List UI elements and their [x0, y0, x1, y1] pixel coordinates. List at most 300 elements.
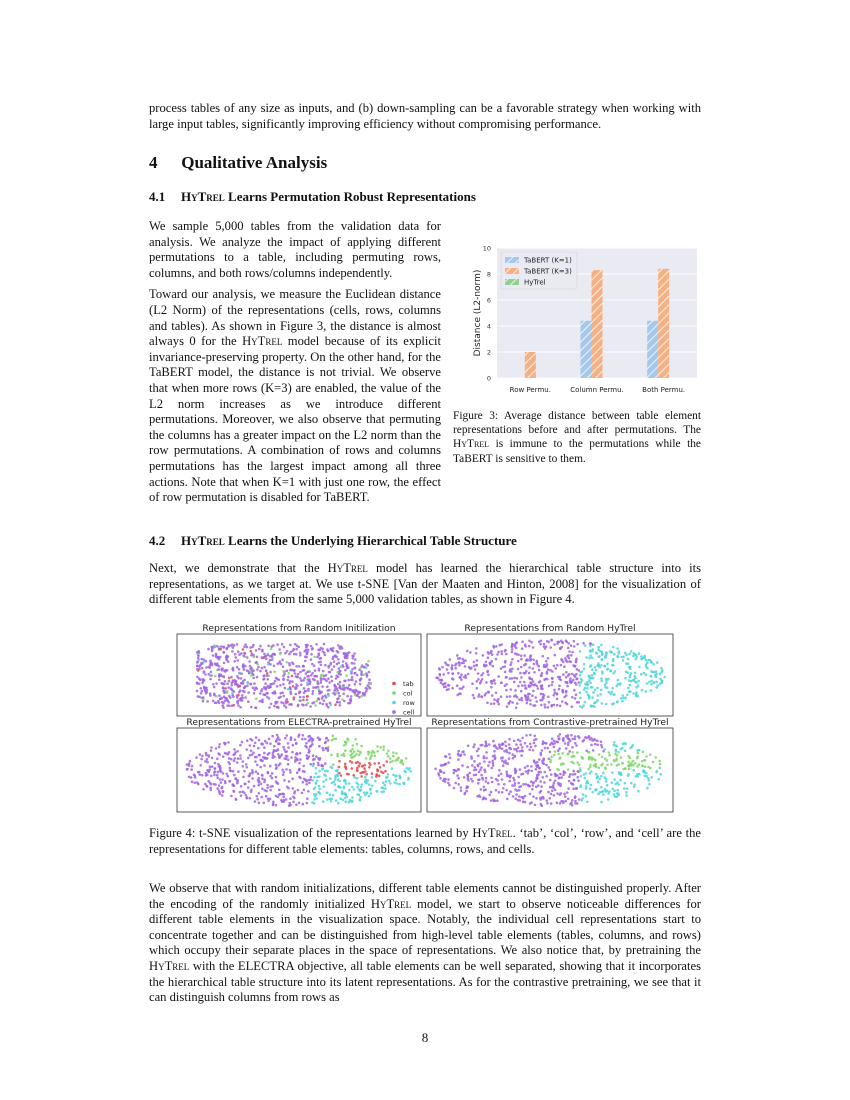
- scatter-point: [391, 767, 394, 770]
- scatter-point: [564, 795, 567, 798]
- scatter-point: [221, 701, 224, 704]
- scatter-point: [288, 780, 291, 783]
- scatter-point: [327, 739, 330, 742]
- scatter-point: [573, 645, 576, 648]
- scatter-point: [368, 783, 371, 786]
- scatter-point: [253, 692, 256, 695]
- scatter-point: [216, 758, 219, 761]
- scatter-point: [235, 798, 238, 801]
- scatter-point: [601, 670, 604, 673]
- scatter-point: [475, 652, 478, 655]
- scatter-point: [483, 786, 486, 789]
- scatter-point: [236, 666, 239, 669]
- scatter-point: [525, 770, 528, 773]
- scatter-point: [246, 766, 249, 769]
- scatter-point: [628, 768, 631, 771]
- scatter-point: [470, 667, 473, 670]
- scatter-point: [302, 679, 305, 682]
- scatter-point: [243, 770, 246, 773]
- scatter-point: [559, 794, 562, 797]
- scatter-point: [230, 795, 233, 798]
- scatter-point: [299, 671, 302, 674]
- scatter-point: [206, 758, 209, 761]
- scatter-point: [315, 643, 318, 646]
- scatter-point: [611, 687, 614, 690]
- scatter-point: [353, 788, 356, 791]
- scatter-point: [466, 774, 469, 777]
- scatter-point: [477, 782, 480, 785]
- scatter-point: [317, 686, 320, 689]
- scatter-point: [299, 654, 302, 657]
- scatter-point: [551, 681, 554, 684]
- scatter-point: [268, 738, 271, 741]
- scatter-point: [451, 668, 454, 671]
- scatter-point: [206, 689, 209, 692]
- scatter-point: [307, 790, 310, 793]
- scatter-point: [389, 782, 392, 785]
- y-tick-label: 0: [486, 374, 491, 383]
- scatter-point: [451, 677, 454, 680]
- scatter-point: [473, 661, 476, 664]
- scatter-point: [210, 661, 213, 664]
- scatter-point: [651, 670, 654, 673]
- scatter-point: [632, 764, 635, 767]
- scatter-point: [273, 705, 276, 708]
- scatter-point: [374, 780, 377, 783]
- scatter-point: [265, 790, 268, 793]
- scatter-point: [275, 804, 278, 807]
- scatter-point: [343, 653, 346, 656]
- scatter-point: [218, 753, 221, 756]
- scatter-point: [191, 765, 194, 768]
- scatter-point: [250, 650, 253, 653]
- scatter-point: [571, 681, 574, 684]
- caption-part-a: Average distance between table element representations before and after permutations. The: [453, 410, 701, 437]
- scatter-point: [392, 774, 395, 777]
- scatter-point: [274, 680, 277, 683]
- scatter-point: [306, 653, 309, 656]
- scatter-point: [513, 677, 516, 680]
- scatter-point: [269, 742, 272, 745]
- scatter-point: [554, 691, 557, 694]
- scatter-point: [477, 755, 480, 758]
- scatter-point: [556, 664, 559, 667]
- scatter-point: [660, 667, 663, 670]
- scatter-point: [186, 768, 189, 771]
- legend-label: col: [403, 689, 413, 698]
- scatter-point: [467, 673, 470, 676]
- scatter-point: [591, 656, 594, 659]
- scatter-point: [556, 802, 559, 805]
- scatter-point: [324, 694, 327, 697]
- scatter-point: [351, 676, 354, 679]
- scatter-point: [495, 746, 498, 749]
- scatter-point: [528, 684, 531, 687]
- scatter-point: [525, 659, 528, 662]
- scatter-point: [361, 695, 364, 698]
- y-axis-label: Distance (L2-norm): [473, 269, 483, 357]
- scatter-point: [317, 688, 320, 691]
- scatter-point: [440, 764, 443, 767]
- scatter-point: [465, 790, 468, 793]
- scatter-point: [321, 697, 324, 700]
- scatter-point: [357, 750, 360, 753]
- scatter-point: [275, 780, 278, 783]
- scatter-point: [591, 756, 594, 759]
- scatter-point: [519, 681, 522, 684]
- scatter-point: [454, 769, 457, 772]
- scatter-point: [592, 691, 595, 694]
- scatter-point: [221, 794, 224, 797]
- scatter-point: [527, 784, 530, 787]
- scatter-point: [277, 753, 280, 756]
- scatter-point: [347, 666, 350, 669]
- y-tick-label: 8: [486, 270, 491, 279]
- scatter-point: [209, 664, 212, 667]
- scatter-point: [352, 744, 355, 747]
- scatter-point: [524, 766, 527, 769]
- scatter-point: [235, 777, 238, 780]
- scatter-point: [345, 687, 348, 690]
- scatter-point: [407, 778, 410, 781]
- scatter-point: [257, 666, 260, 669]
- scatter-point: [267, 654, 270, 657]
- scatter-point: [605, 651, 608, 654]
- scatter-point: [617, 679, 620, 682]
- paragraph-2-part-b: model because of its explicit invariance-preserving property. On the other hand, for the TaBERT model, the distance is not trivial. We observe that when more rows (K=3) are enabled, the value of the L2 norm increases as we introduce different permutations. Moreover, we also observe that permuting the columns has a greater impact on the L2 norm than the row permutations. A combination of rows and columns permutations has the largest impact among all three actions. Note that when K=1 with just one row, the effect of row permutation is disabled for TaBERT.: [149, 334, 441, 505]
- scatter-point: [535, 768, 538, 771]
- scatter-point: [387, 773, 390, 776]
- tsne-panel: [427, 623, 673, 716]
- scatter-point: [491, 767, 494, 770]
- scatter-point: [624, 696, 627, 699]
- scatter-point: [225, 697, 228, 700]
- scatter-point: [217, 700, 220, 703]
- scatter-point: [443, 764, 446, 767]
- scatter-point: [490, 703, 493, 706]
- scatter-point: [545, 660, 548, 663]
- scatter-point: [210, 674, 213, 677]
- scatter-point: [227, 741, 230, 744]
- scatter-point: [263, 752, 266, 755]
- scatter-point: [235, 656, 238, 659]
- scatter-point: [299, 677, 302, 680]
- scatter-point: [625, 653, 628, 656]
- scatter-point: [541, 749, 544, 752]
- subsection-title: Learns the Underlying Hierarchical Table Structure: [224, 533, 517, 548]
- scatter-point: [324, 654, 327, 657]
- scatter-point: [409, 770, 412, 773]
- scatter-point: [539, 791, 542, 794]
- scatter-point: [584, 644, 587, 647]
- scatter-point: [518, 795, 521, 798]
- section-4-2-body: [149, 561, 701, 608]
- scatter-point: [242, 655, 245, 658]
- scatter-point: [576, 761, 579, 764]
- scatter-point: [556, 698, 559, 701]
- scatter-point: [387, 755, 390, 758]
- scatter-point: [601, 763, 604, 766]
- scatter-point: [550, 756, 553, 759]
- scatter-point: [238, 668, 241, 671]
- scatter-point: [467, 778, 470, 781]
- scatter-point: [579, 697, 582, 700]
- scatter-point: [245, 763, 248, 766]
- scatter-point: [502, 666, 505, 669]
- scatter-point: [351, 679, 354, 682]
- scatter-point: [359, 751, 362, 754]
- scatter-point: [554, 654, 557, 657]
- scatter-point: [499, 747, 502, 750]
- scatter-point: [221, 778, 224, 781]
- scatter-point: [534, 762, 537, 765]
- scatter-point: [526, 765, 529, 768]
- scatter-point: [385, 776, 388, 779]
- scatter-point: [528, 748, 531, 751]
- scatter-point: [655, 670, 658, 673]
- scatter-point: [514, 769, 517, 772]
- scatter-point: [550, 802, 553, 805]
- scatter-point: [291, 680, 294, 683]
- scatter-point: [275, 677, 278, 680]
- scatter-point: [521, 746, 524, 749]
- scatter-point: [275, 764, 278, 767]
- panel-title: Representations from Random Initilization: [202, 623, 396, 634]
- scatter-point: [250, 674, 253, 677]
- scatter-point: [256, 668, 259, 671]
- scatter-point: [443, 772, 446, 775]
- scatter-point: [593, 672, 596, 675]
- scatter-point: [313, 798, 316, 801]
- scatter-point: [278, 738, 281, 741]
- scatter-point: [190, 768, 193, 771]
- scatter-point: [255, 770, 258, 773]
- scatter-point: [366, 792, 369, 795]
- scatter-point: [359, 772, 362, 775]
- scatter-point: [282, 677, 285, 680]
- scatter-point: [550, 793, 553, 796]
- scatter-point: [240, 677, 243, 680]
- scatter-point: [335, 799, 338, 802]
- scatter-point: [291, 751, 294, 754]
- scatter-point: [273, 665, 276, 668]
- scatter-point: [346, 695, 349, 698]
- scatter-point: [652, 663, 655, 666]
- scatter-point: [231, 704, 234, 707]
- scatter-point: [522, 800, 525, 803]
- scatter-point: [589, 682, 592, 685]
- scatter-point: [551, 684, 554, 687]
- scatter-point: [205, 666, 208, 669]
- scatter-point: [645, 663, 648, 666]
- scatter-point: [556, 768, 559, 771]
- scatter-point: [558, 688, 561, 691]
- scatter-point: [228, 680, 231, 683]
- scatter-point: [387, 750, 390, 753]
- scatter-point: [382, 790, 385, 793]
- scatter-point: [336, 701, 339, 704]
- scatter-point: [456, 654, 459, 657]
- scatter-point: [558, 747, 561, 750]
- scatter-point: [306, 682, 309, 685]
- scatter-point: [483, 755, 486, 758]
- scatter-point: [263, 678, 266, 681]
- scatter-point: [214, 675, 217, 678]
- scatter-point: [326, 798, 329, 801]
- scatter-point: [543, 643, 546, 646]
- scatter-point: [588, 679, 591, 682]
- scatter-point: [220, 781, 223, 784]
- scatter-point: [327, 650, 330, 653]
- scatter-point: [359, 762, 362, 765]
- scatter-point: [559, 705, 562, 708]
- scatter-point: [351, 796, 354, 799]
- scatter-point: [529, 734, 532, 737]
- scatter-point: [501, 742, 504, 745]
- scatter-point: [322, 670, 325, 673]
- scatter-point: [320, 657, 323, 660]
- scatter-point: [405, 767, 408, 770]
- scatter-point: [458, 661, 461, 664]
- scatter-point: [288, 653, 291, 656]
- scatter-point: [326, 685, 329, 688]
- scatter-point: [287, 676, 290, 679]
- scatter-point: [256, 676, 259, 679]
- scatter-point: [653, 681, 656, 684]
- scatter-point: [303, 677, 306, 680]
- y-tick-label: 10: [482, 244, 491, 253]
- scatter-point: [279, 653, 282, 656]
- scatter-point: [355, 680, 358, 683]
- section-number: 4: [149, 153, 158, 172]
- panel-title: Representations from Random HyTrel: [464, 623, 636, 634]
- scatter-point: [659, 763, 662, 766]
- scatter-point: [443, 673, 446, 676]
- model-name: HyTrel: [242, 334, 283, 349]
- scatter-point: [606, 784, 609, 787]
- scatter-point: [635, 686, 638, 689]
- scatter-point: [460, 789, 463, 792]
- scatter-point: [531, 788, 534, 791]
- scatter-point: [649, 753, 652, 756]
- scatter-point: [538, 767, 541, 770]
- scatter-point: [302, 696, 305, 699]
- scatter-point: [570, 734, 573, 737]
- scatter-point: [215, 663, 218, 666]
- scatter-point: [529, 793, 532, 796]
- scatter-point: [397, 757, 400, 760]
- scatter-point: [641, 765, 644, 768]
- scatter-point: [376, 745, 379, 748]
- scatter-point: [524, 783, 527, 786]
- scatter-point: [258, 754, 261, 757]
- scatter-point: [632, 769, 635, 772]
- scatter-point: [622, 694, 625, 697]
- scatter-point: [291, 661, 294, 664]
- scatter-point: [543, 781, 546, 784]
- scatter-point: [307, 689, 310, 692]
- scatter-point: [364, 776, 367, 779]
- scatter-point: [491, 682, 494, 685]
- scatter-point: [562, 800, 565, 803]
- scatter-point: [278, 789, 281, 792]
- scatter-point: [505, 676, 508, 679]
- scatter-point: [536, 660, 539, 663]
- scatter-point: [354, 672, 357, 675]
- scatter-point: [562, 737, 565, 740]
- scatter-point: [359, 798, 362, 801]
- scatter-point: [322, 749, 325, 752]
- scatter-point: [508, 793, 511, 796]
- scatter-point: [231, 692, 234, 695]
- figure-3-caption: [453, 409, 701, 466]
- scatter-point: [395, 779, 398, 782]
- legend-label: tab: [403, 680, 414, 688]
- scatter-point: [503, 750, 506, 753]
- scatter-point: [576, 776, 579, 779]
- scatter-point: [249, 772, 252, 775]
- scatter-point: [236, 700, 239, 703]
- scatter-point: [286, 701, 289, 704]
- scatter-point: [498, 743, 501, 746]
- scatter-point: [373, 762, 376, 765]
- scatter-point: [342, 692, 345, 695]
- scatter-point: [611, 771, 614, 774]
- scatter-point: [500, 643, 503, 646]
- scatter-point: [643, 775, 646, 778]
- scatter-point: [247, 691, 250, 694]
- scatter-point: [466, 650, 469, 653]
- scatter-point: [642, 750, 645, 753]
- scatter-point: [328, 671, 331, 674]
- scatter-point: [215, 655, 218, 658]
- scatter-point: [317, 697, 320, 700]
- scatter-point: [571, 799, 574, 802]
- scatter-point: [579, 767, 582, 770]
- scatter-point: [548, 701, 551, 704]
- scatter-point: [565, 694, 568, 697]
- scatter-point: [554, 773, 557, 776]
- scatter-point: [538, 758, 541, 761]
- scatter-point: [478, 778, 481, 781]
- scatter-point: [269, 789, 272, 792]
- scatter-point: [576, 787, 579, 790]
- scatter-point: [275, 740, 278, 743]
- scatter-point: [632, 692, 635, 695]
- scatter-point: [505, 771, 508, 774]
- scatter-point: [478, 693, 481, 696]
- scatter-point: [540, 785, 543, 788]
- scatter-point: [370, 752, 373, 755]
- scatter-point: [496, 699, 499, 702]
- scatter-point: [517, 668, 520, 671]
- scatter-point: [244, 652, 247, 655]
- scatter-point: [519, 672, 522, 675]
- scatter-point: [303, 692, 306, 695]
- scatter-point: [504, 660, 507, 663]
- scatter-point: [299, 652, 302, 655]
- scatter-point: [444, 755, 447, 758]
- scatter-point: [246, 796, 249, 799]
- scatter-point: [553, 704, 556, 707]
- scatter-point: [529, 699, 532, 702]
- scatter-point: [349, 702, 352, 705]
- scatter-point: [643, 655, 646, 658]
- scatter-point: [351, 654, 354, 657]
- scatter-point: [289, 771, 292, 774]
- scatter-point: [234, 653, 237, 656]
- scatter-point: [281, 691, 284, 694]
